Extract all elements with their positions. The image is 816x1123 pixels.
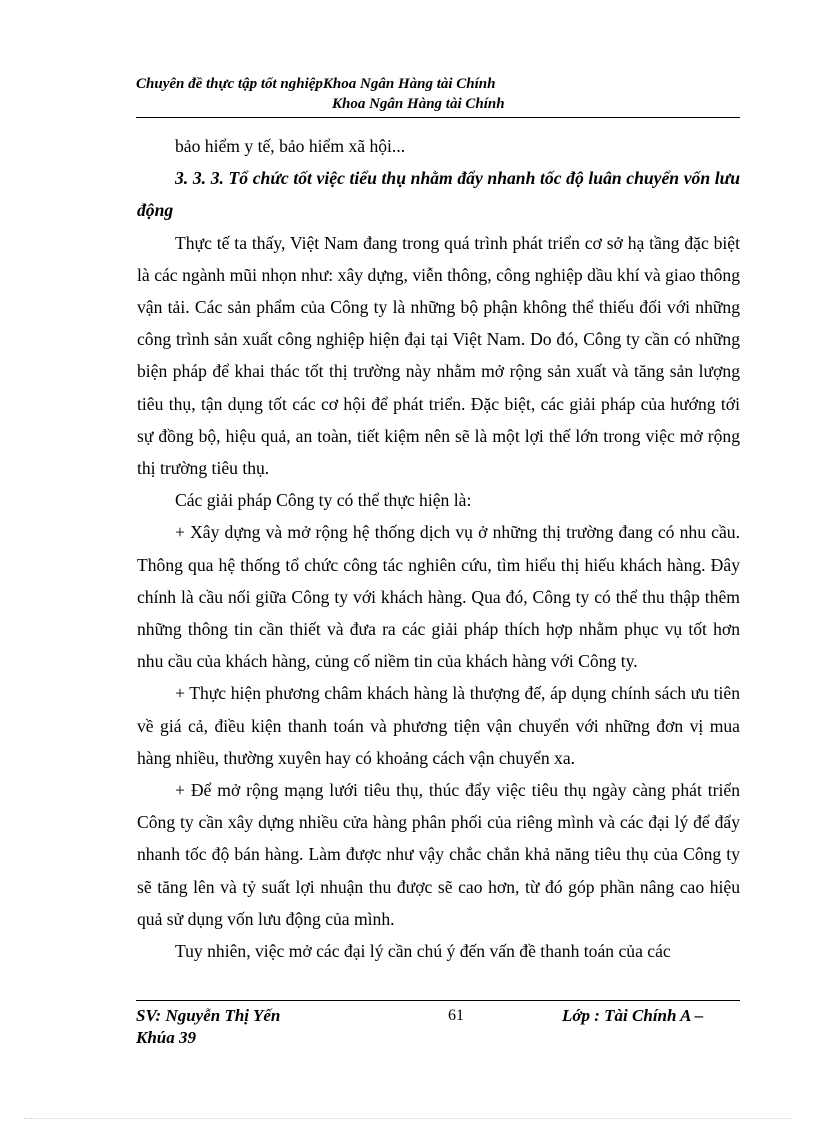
- continuation-line: bảo hiểm y tế, bảo hiểm xã hội...: [175, 136, 406, 156]
- paragraph: + Để mở rộng mạng lưới tiêu thụ, thúc đẩy việc tiêu thụ ngày càng phát triển Công ty cần xây dựng nhiều cửa hàng phân phối của riêng mình và các đại lý để đẩy nhanh tốc độ bán hàng. Làm được như vậy chắc chắn khả năng tiêu thụ của Công ty sẽ tăng lên và tỷ suất lợi nhuận thu được sẽ cao hơn, từ đó góp phần nâng cao hiệu quả sử dụng vốn lưu động của mình.: [137, 780, 740, 929]
- class-label: Lớp : Tài Chính A –: [562, 1006, 704, 1025]
- student-cohort: Khúa 39: [136, 1028, 196, 1047]
- header-line-2: Khoa Ngân Hàng tài Chính: [332, 96, 505, 112]
- paragraph: Các giải pháp Công ty có thể thực hiện là:: [175, 490, 472, 511]
- footer-divider: [136, 1000, 740, 1001]
- student-name: SV: Nguyễn Thị Yến: [136, 1006, 281, 1025]
- paragraph: Thực tế ta thấy, Việt Nam đang trong quá trình phát triển cơ sở hạ tầng đặc biệt là các ngành mũi nhọn như: xây dựng, viễn thông, công nghiệp dầu khí và giao thông vận tải. Các sản phẩm của Công ty là những bộ phận không thể thiếu đối với những công trình sản xuất công nghiệp hiện đại tại Việt Nam. Do đó, Công ty cần có những biện pháp để khai thác tốt thị trường này nhằm mở rộng sản xuất và tăng sản lượng tiêu thụ, tận dụng tốt các cơ hội để phát triển. Đặc biệt, các giải pháp của hướng tới sự đồng bộ, hiệu quả, an toàn, tiết kiệm nên sẽ là một lợi thế lớn trong việc mở rộng thị trường tiêu thụ.: [137, 232, 740, 479]
- page-number: 61: [448, 1007, 464, 1024]
- paragraph: Tuy nhiên, việc mở các đại lý cần chú ý đến vấn đề thanh toán của các: [175, 941, 671, 962]
- header-divider: [136, 117, 740, 118]
- section-heading: 3. 3. 3. Tổ chức tốt việc tiểu thụ nhằm đẩy nhanh tốc độ luân chuyển vốn lưu động: [137, 168, 740, 221]
- page-header: [136, 74, 740, 114]
- paragraph: + Xây dựng và mở rộng hệ thống dịch vụ ở những thị trường đang có nhu cầu. Thông qua hệ thống tổ chức công tác nghiên cứu, tìm hiểu thị hiếu khách hàng. Đây chính là cầu nối giữa Công ty với khách hàng. Qua đó, Công ty có thể thu thập thêm những thông tin cần thiết và đưa ra các giải pháp thích hợp nhằm phục vụ tốt hơn nhu cầu của khách hàng, củng cố niềm tin của khách hàng với Công ty.: [137, 522, 740, 672]
- document-body: [137, 130, 740, 967]
- footer-student: [136, 1005, 336, 1049]
- header-line-1: Chuyên đề thực tập tốt nghiệpKhoa Ngân Hàng tài Chính: [136, 76, 496, 92]
- page-bottom-edge: [24, 1118, 792, 1119]
- paragraph: + Thực hiện phương châm khách hàng là thượng đế, áp dụng chính sách ưu tiên về giá cả, điều kiện thanh toán và phương tiện vận chuyển với những đơn vị mua hàng nhiều, thường xuyên hay có khoảng cách vận chuyển xa.: [137, 683, 740, 768]
